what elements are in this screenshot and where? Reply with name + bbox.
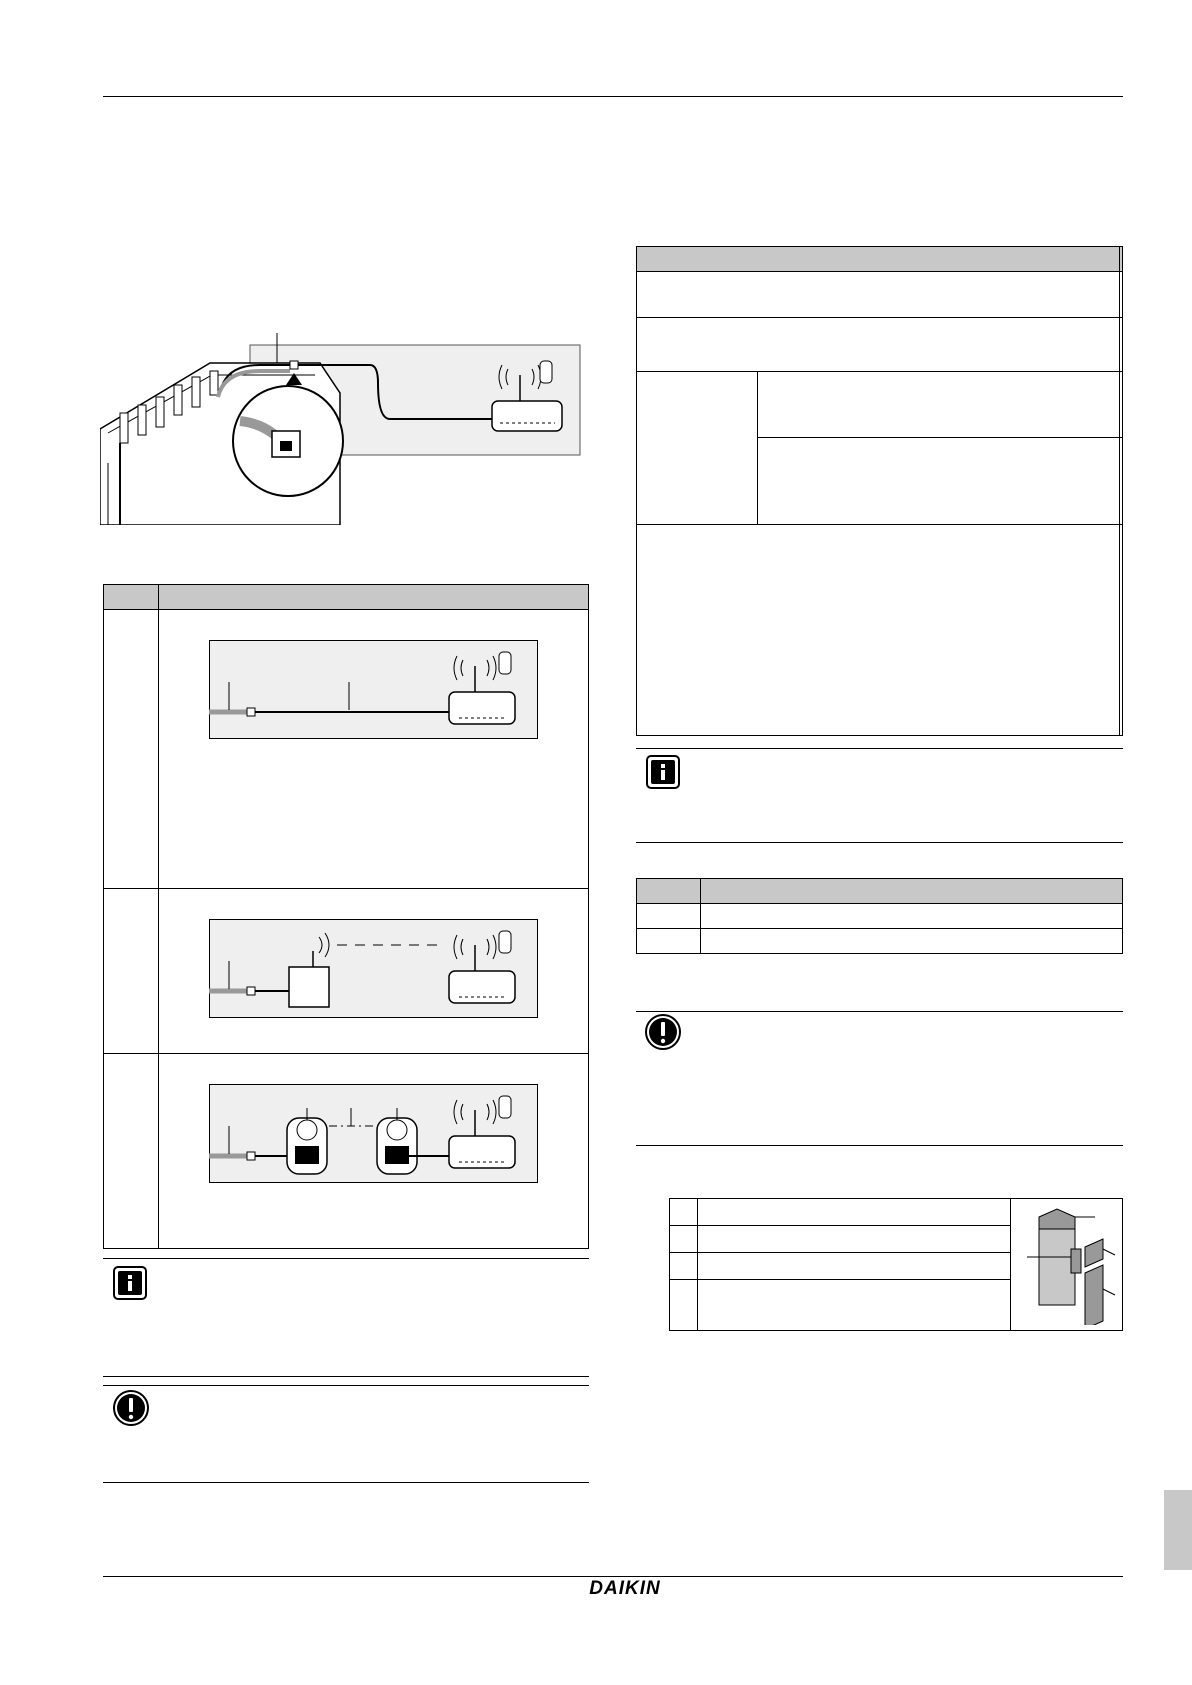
warning-note-bottom-rule: [636, 1145, 1123, 1146]
info-note-bottom-rule: [636, 842, 1123, 843]
table-header-col1: [637, 879, 701, 904]
daikin-logo: DAIKIN: [589, 1578, 661, 1599]
table-header-col1: [637, 247, 1120, 272]
exclamation-icon: [645, 1014, 681, 1050]
table-header-col2: [701, 879, 1123, 904]
powerline-connection-diagram: [209, 1084, 539, 1184]
parts-table: [669, 1198, 1123, 1331]
table-row: [637, 372, 1123, 438]
table-row: [104, 610, 589, 889]
info-note-top-rule: [636, 748, 1123, 749]
table-header-col2: [1120, 247, 1123, 272]
table-row: [637, 904, 1123, 929]
table-row: [637, 929, 1123, 954]
info-icon: [646, 755, 680, 789]
small-table: [636, 878, 1123, 954]
info-icon: [113, 1266, 147, 1300]
component-illustration: [1019, 1203, 1119, 1325]
table-header-col1: [104, 585, 159, 610]
specifications-table: [636, 246, 1123, 736]
table-row: [637, 318, 1123, 372]
table-row: [637, 272, 1123, 318]
warning-note-bottom-rule: [103, 1482, 589, 1483]
header-rule: [103, 96, 1123, 97]
warning-note-top-rule: [103, 1385, 589, 1386]
table-header-col2: [159, 585, 589, 610]
wifi-connection-diagram: [209, 919, 539, 1019]
info-note-bottom-rule: [103, 1376, 589, 1377]
table-row: [670, 1199, 1123, 1226]
connection-options-table: [103, 584, 589, 1249]
wired-connection-diagram: [209, 640, 539, 740]
exclamation-icon: [113, 1390, 149, 1426]
unit-router-illustration: [100, 333, 585, 525]
table-row: [104, 889, 589, 1054]
chapter-tab-marker: [1164, 1490, 1192, 1570]
footer-rule: [103, 1576, 1123, 1577]
table-row: [637, 525, 1123, 736]
warning-note-top-rule: [636, 1011, 1123, 1012]
table-row: [104, 1054, 589, 1249]
info-note-top-rule: [103, 1258, 589, 1259]
